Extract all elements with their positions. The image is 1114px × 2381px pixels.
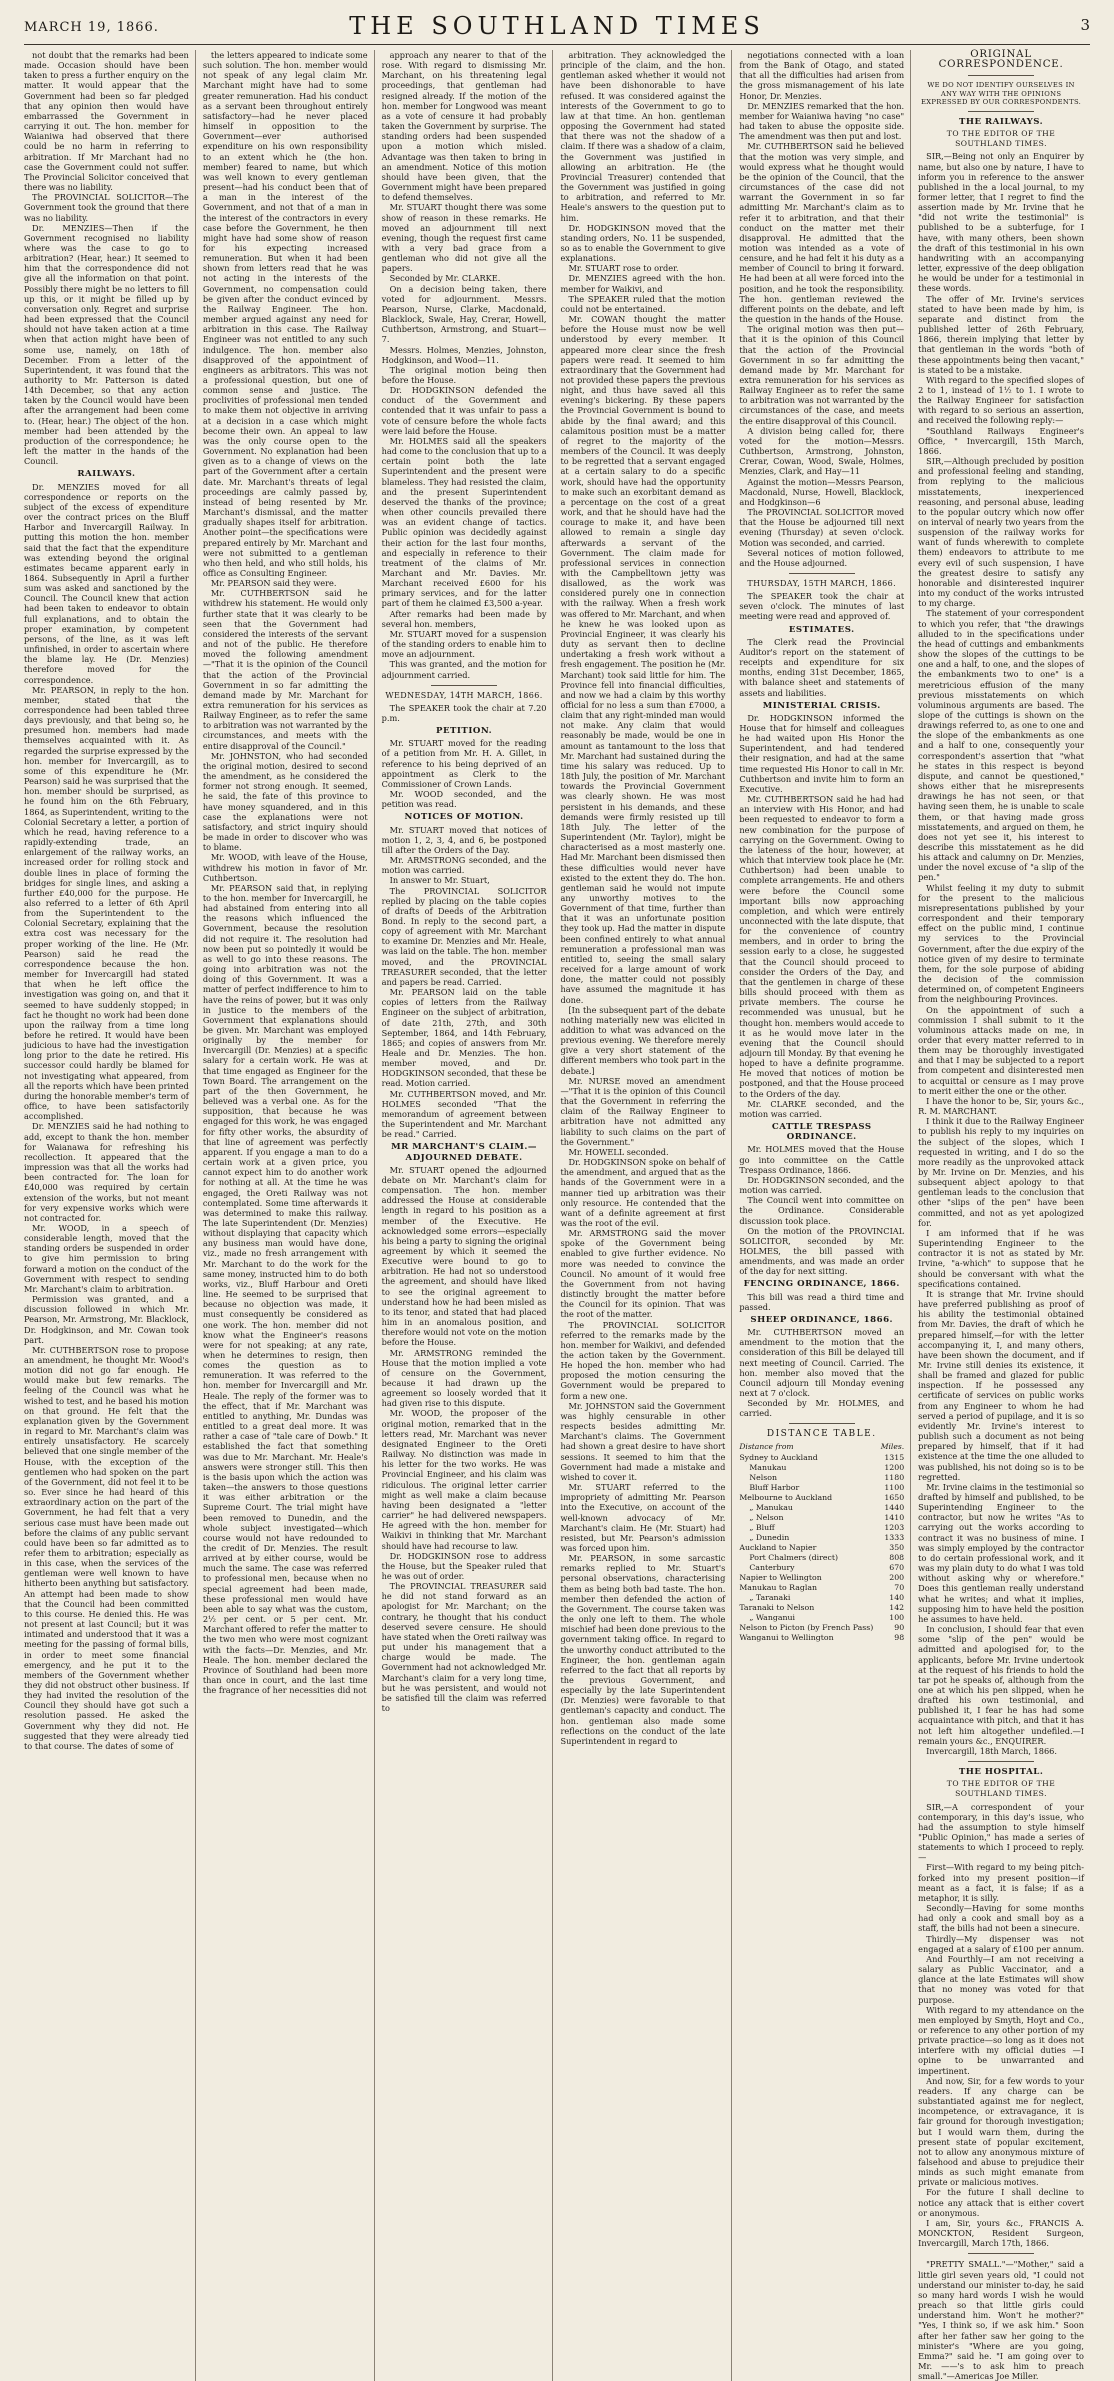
distance-miles: 142 [889, 1602, 905, 1612]
distance-row [739, 1603, 904, 1613]
paragraph: Mr. PEARSON, in reply to the hon. member, stated that the correspondence had been tabled three days previously, and that being so, he presumed hon. members had made themselves acquainted with it. As regarded the surprise expressed by the hon. member for Invercargill, as to some of this expenditure he (Mr. Pearson) said he was surprised that the hon. member should be surprised, as he found him on the 6th February, 1864, as Superintendent, writing to the Colonial Secretary a letter, a portion of which he read, having reference to a rapidly-extending trade, an enlargement of the railway works, an increased order for rolling stock and double lines in place of forming the bridges for single lines, and asking a further £40,000 for the purpose. He also referred to a letter of 6th April from the Superintendent to the Colonial Secretary, explaining that the extra cost was necessary for the proper working of the line. He (Mr. Pearson) said he read the correspondence because the hon. member for Invercargill had stated that when he left office the investigation was going on, and that it seemed to have suddenly stopped; in fact he thought no work had been done upon the railway from a time long before he retired. It would have been judicious to have had the investigation long prior to the date he retired. His successor could hardly be blamed for not investigating what appeared, from all the reports which have been printed during the honorable member's term of office, to have been satisfactorily accomplished. [24, 684, 189, 1122]
paragraph: Dr. HODGKINSON spoke on behalf of the amendment, and argued that as the hands of the Government were in a manner tied up arbitration was their only resource. He contended that the want of a definite agreement at first was the root of the evil. [560, 1157, 726, 1228]
paragraph: Mr. COWAN thought the matter before the House must now be well understood by every member. It appeared more clear since the fresh papers were read. It seemed to him extraordinary that the Government had not provided these papers the previous night, and thus have saved all this evening's bickering. By these papers the Provincial Government is bound to abide by the final award; and this calamitous position must be a matter of regret to the majority of the members of the Council. It was deeply to be regretted that a servant engaged at a certain salary to do a specific work, should have had the opportunity to make such an exorbitant demand as a percentage on the cost of a great work, and that he should have had the courage to make it, and have been allowed to remain a single day afterwards a servant of the Government. The claim made for professional services in connection with the Campbelltown jetty was disallowed, as the work was considered purely one in connection with the railway. When a fresh work was offered to Mr. Marchant, and when he knew he was looked upon as Provincial Engineer, it was clearly his duty as servant then to decline undertaking a fresh work without a fresh engagement. The position he (Mr. Marchant) took said little for him. The Province fell into financial difficulties, and now we had a claim by this worthy official for no less a sum than £7000, a claim that any right-minded man would not make. Any claim that would reasonably be made, would be one in amount as tantamount to the loss that Mr. Marchant had sustained during the time his salary was reduced. Up to 18th July, the position of Mr. Marchant towards the Provincial Government was clearly shown. He was most persistent in his demands, and these demands were firmly resisted up till 18th July. The letter of the Superintendent (Mr. Taylor), might be characterised as a most masterly one. Had Mr. Marchant been dismissed then these difficulties would never have existed to the extent they do. The hon. gentleman said he would not impute any unworthy motives to the Government of that time, further than that it was an unfortunate position they took up. Had the matter in dispute been confined entirely to what annual remuneration a professional man was entitled to, seeing the small salary received for a large amount of work done, the matter could not possibly have assumed the magnitude it has done. [560, 314, 726, 1005]
distance-place: Manukau to Raglan [739, 1582, 818, 1592]
paragraph: Mr. Irvine claims in the testimonial so drafted by himself and published, to be Superintending Engineer to the contractor, but now he writes "As to carrying out the works according to contract it was no business of mine. I was simply employed by the contractor to do certain professional work, and it was my plain duty to do what I was told without asking why or wherefore." Does this gentleman really understand what he writes; and what it implies, supposing him to have held the position he assumes to have held. [918, 1481, 1084, 1624]
paragraph: SIR,—Being not only an Enquirer by name, but also one by nature, I have to inform you in reference to the answer published in the a local journal, to my former letter, that I regret to find the assertion made by Mr. Irvine that he "did not write the testimonial" is published to be a subterfuge, for I have, with many others, been shown the draft of this testimonial in his own handwriting with an accompanying letter, expressive of the deep obligation he would be under for a testimonial in these words. [918, 151, 1084, 294]
paragraph: The PROVINCIAL SOLICITOR—The Government took the ground that there was no liability. [24, 192, 189, 223]
paragraph: the letters appeared to indicate some such solution. The hon. member would not speak of any legal claim Mr. Marchant might have had to some greater remuneration. Had his conduct as a servant been throughout entirely satisfactory—had he never placed himself in opposition to the Government—ever authorised expenditure on his own responsibility to an extent which he (the hon. member) feared to name, but which was well known to every gentleman present—had his conduct been that of a man in the interest of the Government, and not that of a man in the interest of the contractors in every case before the Government, he then might have had some show of reason for his expecting increased remuneration. But when it had been shown from letters read that he was not acting in the interests of the Government, no compensation could be given after the conduct evinced by the Railway Engineer. The hon. member argued against any need for arbitration in this case. The Railway Engineer was not entitled to any such indulgence. The hon. member also disapproved of the appointment of engineers as arbitrators. This was not a professional question, but one of common sense and justice. The proclivities of professional men tended to make them not objective in arriving at a decision in a case which might become their own. An appeal to law was the only course open to the Government. No explanation had been given as to a change of views on the part of the Government after a certain date. Mr. Marchant's threats of legal proceedings are calmly passed by, instead of being resented by Mr. Marchant's dismissal, and the matter gradually shapes itself for arbitration. Another point—the specifications were prepared entirely by Mr. Marchant and were not submitted to a gentleman who then held, and who still holds, his office as Consulting Engineer. [202, 50, 368, 578]
divider [789, 573, 855, 574]
distance-place: Napier to Wellington [739, 1572, 822, 1582]
divider [789, 1423, 855, 1424]
paragraph: Invercargill, 18th March, 1866. [926, 1745, 1057, 1756]
section-heading: NOTICES OF MOTION. [404, 812, 524, 823]
masthead [24, 10, 1090, 45]
miles-header: Miles. [880, 1441, 905, 1451]
paragraph: Mr. STUART moved that notices of motion 1, 2, 3, 4, and 6, be postponed till after the Orders of the Day. [381, 824, 547, 855]
newspaper-columns [24, 49, 1090, 2381]
paragraph: Messrs. Holmes, Menzies, Johnston, Hodgkinson, and Wood—11. [381, 344, 547, 365]
distance-row [739, 1543, 904, 1553]
paragraph: On the motion of the PROVINCIAL SOLICITOR, seconded by Mr. HOLMES, the bill passed with amendments, and was made an order of the day for next sitting. [739, 1225, 905, 1277]
paragraph: And now, Sir, for a few words to your readers. If any charge can be substantiated against me for neglect, incompetence, or extravagance, it is fair ground for thorough investigation; but I would warn them, during the present state of popular excitement, not to allow any anonymous mixture of falsehood and abuse to prejudice their minds as such might emanate from private or malicious motives. [918, 2075, 1084, 2188]
distance-place: Bluff Harbor [749, 1482, 800, 1492]
paragraph: Mr. CUTHBERTSON said he had had an interview with His Honor, and had been requested to endeavor to form a new combination for the purpose of carrying on the Government. Owing to the lateness of the hour, however, at which that interview took place he (Mr. Cuthbertson) had been unable to complete arrangements. He and others were before the Council some important bills now approaching completion, and which were entirely unconnected with the late dispute, that for the convenience of country members, and in order to bring the session early to a close, he suggested that the Council should proceed to consider the Orders of the Day, and that the gentlemen in charge of these bills should proceed with them as private members. The course he recommended was unusual, but he thought hon. members would accede to it as he would move later in the evening that the Council should adjourn till Monday. By that evening he hoped to have a definite programme. He moved that notices of motion be postponed, and that the House proceed to the Orders of the day. [739, 794, 905, 1099]
divider [968, 2253, 1034, 2254]
distance-row [739, 1553, 904, 1563]
paragraph: The original motion was then put—that it is the opinion of this Council that the action of the Provincial Government in so far admitting the demand made by Mr. Marchant for extra remuneration for his services as Railway Engineer as to refer the same to arbitration was not warranted by the circumstances of the case, and meets the entire disapproval of this Council. [739, 324, 905, 426]
paragraph: Mr. HOLMES moved that the House go into committee on the Cattle Trespass Ordinance, 1866. [739, 1144, 905, 1175]
paragraph: Mr. CUTHBERTSON moved, and Mr. HOLMES seconded "That the memorandum of agreement between the Superintendent and Mr. Marchant be read." Carried. [381, 1088, 547, 1140]
paragraph: Dr. MENZIES remarked that the hon. member for Waianiwa having "no case" had taken to abuse the opposite side. The amendment was then put and lost. [739, 100, 905, 142]
paragraph: Mr. ARMSTRONG said the mover spoke of the Government being enabled to give further evidence. No more was needed to convince the Council. No amount of it would free the Government from not having distinctly brought the matter before the Council for its opinion. That was the root of the matter. [560, 1228, 726, 1320]
paragraph: After remarks had been made by several hon. members, [381, 608, 547, 629]
paragraph: The Clerk read the Provincial Auditor's report on the statement of receipts and expenditure for six months, ending 31st December, 1865, with balance sheet and statements of assets and liabilities. [739, 636, 905, 698]
paragraph: Seconded by Mr. HOLMES, and carried. [739, 1398, 905, 1419]
divider [431, 685, 497, 686]
distance-row [739, 1473, 904, 1483]
paragraph: It is strange that Mr. Irvine should have preferred publishing as proof of his ability the testimonial obtained from Mr. Davies, the draft of which he prepared himself,—for with the letter accompanying it, I, and many others, have been shown the document, and if Mr. Irvine still denies its existence, it shall be framed and glazed for public inspection. If he possessed any certificate of services on public works from any Engineer to whom he had served a period of pupilage, and it is so evidently Mr. Irvine's interest to publish such a document as not being prepared by himself, that if it had existence at the time the one alluded to was published, his not doing so is to be regretted. [918, 1288, 1084, 1482]
paragraph: On a decision being taken, there voted for adjournment. Messrs. Pearson, Nurse, Clarke, Macdonald, Blacklock, Swale, Hay, Crerar, Howell, Cuthbertson, Armstrong, and Stuart—7. [381, 283, 547, 345]
newspaper-title: THE SOUTHLAND TIMES [349, 12, 765, 40]
paragraph: Permission was granted, and a discussion followed in which Mr. Pearson, Mr. Armstrong, Mr. Blacklock, Dr. Hodgkinson, and Mr. Cowan took part. [24, 1294, 189, 1345]
distance-row [739, 1463, 904, 1473]
distance-table-header [739, 1442, 904, 1452]
distance-place: „ Nelson [749, 1512, 784, 1522]
paragraph: The Council went into committee on the Ordinance. Considerable discussion took place. [739, 1195, 905, 1226]
paragraph: Mr. STUART opened the adjourned debate on Mr. Marchant's claim for compensation. The hon. member addressed the House at considerable length in regard to his position as a member of the Executive. He acknowledged some errors—especially his being a party to signing the original agreement by which it seemed the Executive were bound to go to arbitration. He had not so understood the agreement, and should have liked to see the original agreement to understand how he had been misled as to its tenor, and stated that had placed him in an anomalous position, and therefore would not vote on the motion before the House. [381, 1164, 547, 1348]
section-heading: THE RAILWAYS. [958, 116, 1044, 127]
distance-miles: 1315 [884, 1452, 905, 1462]
distance-place: Nelson [749, 1472, 777, 1482]
distance-row [739, 1613, 904, 1623]
column-1 [24, 50, 196, 2381]
paragraph: approach any nearer to that of the rose. With regard to dismissing Mr. Marchant, on his threatening legal proceedings, that gentleman had resigned already. If the motion of the hon. member for Longwood was meant as a vote of censure it had probably taken the Government by surprise. The standing orders had been suspended upon a motion which misled. Advantage was then taken to bring in an amendment. Notice of this motion should have been given, that the Government might have been prepared to defend themselves. [381, 50, 547, 203]
distance-row [739, 1593, 904, 1603]
column-2 [203, 50, 375, 2381]
paragraph: Several notices of motion followed, and the House adjourned. [739, 547, 905, 568]
distance-row [739, 1523, 904, 1533]
distance-place: Taranaki to Nelson [739, 1602, 815, 1612]
distance-miles: 1333 [884, 1532, 905, 1542]
column-6 [918, 50, 1090, 2381]
distance-row [739, 1623, 904, 1633]
column-4 [560, 50, 732, 2381]
distance-miles: 808 [889, 1552, 905, 1562]
paragraph: I am, Sir, yours &c., FRANCIS A. MONCKTON, Resident Surgeon, Invercargill, March 17th, 1866. [918, 2217, 1084, 2249]
section-heading: CATTLE TRESPASS ORDINANCE. [771, 1122, 872, 1143]
paragraph: Thirdly—My dispenser was not engaged at a salary of £100 per annum. [918, 1933, 1084, 1954]
paragraph: I think it due to the Railway Engineer to publish his reply to my inquiries on the subject of the slopes, which I requested in writing, and I do so the more readily as the unprovoked attack by Mr. Irvine on Dr. Menzies, and his subsequent abject apology to that gentleman leads to the conclusion that other "slips of the pen" have been committed, and not as yet apologized for. [918, 1116, 1084, 1228]
distance-place: „ Wanganui [749, 1612, 796, 1622]
distance-miles: 200 [889, 1572, 905, 1582]
paragraph: With regard to the specified slopes of 2 to 1, instead of 1½ to 1. I wrote to the Railway Engineer for satisfaction with regard to so serious an assertion, and received the following reply:— [918, 374, 1084, 426]
paragraph: The PROVINCIAL SOLICITOR replied by placing on the table copies of drafts of Deeds of the Arbitration Bond. In reply to the second part, a copy of agreement with Mr. Marchant to examine Dr. Menzies and Mr. Heale, was laid on the table. The hon. member moved, and the PROVINCIAL TREASURER seconded, that the letter and papers be read. Carried. [381, 885, 547, 987]
paragraph: Dr. HODGKINSON informed the House that for himself and colleagues he had waited upon His Honor the Superintendent, and had tendered their resignation, and had at the same time requested His Honor to call in Mr. Cuthbertson and invite him to form an Executive. [739, 712, 905, 794]
correspondence-title: ORIGINAL CORRESPONDENCE. [938, 49, 1064, 71]
paragraph: negotiations connected with a loan from the Bank of Otago, and stated that all the difficulties had arisen from the gross mismanagement of his late Honor, Dr. Menzies. [739, 50, 905, 101]
paragraph: Mr. HOWELL seconded. [568, 1146, 669, 1157]
section-heading: MR MARCHANT'S CLAIM.—ADJOURNED DEBATE. [391, 1142, 537, 1163]
distance-miles: 1440 [884, 1502, 905, 1512]
paragraph: Mr. WOOD, the proposer of the original motion, remarked that in the letters read, Mr. Marchant was never designated Engineer to the Oreti Railway. No distinction was made in his letter for the two works. He was Provincial Engineer, and his claim was ridiculous. The original letter carrier might as well make a claim because having been designated a "letter carrier" he had delivered newspapers. He agreed with the hon. member for Waikivi in thinking that Mr. Marchant should have had recourse to law. [381, 1408, 547, 1551]
section-heading: THE HOSPITAL. [958, 1767, 1044, 1778]
distance-row [739, 1483, 904, 1493]
paragraph: The statement of your correspondent to which you refer, that "the drawings alluded to in the specifications under the head of cuttings and embankments show the slopes of the cuttings to be one and a half, to one, and the slopes of the embankments two to one" is a meretricious effusion of the many previous misstatements on which voluminous arguments are based. The slope of the cuttings is shown on the drawings referred to, as one to one and the slope of the embankments as one and a half to one, consequently your correspondent's assertion that "what he states in this respect is beyond dispute, and cannot be questioned," shows either that he misrepresents drawings he has not seen, or that having seen them, he is unable to scale them, or that having made gross misstatements, and argued on them, he does not yet see it, his interest to describe this misstatement as he did his attack and calumny on Dr. Menzies, under the novel excuse of "a slip of the pen." [918, 608, 1084, 883]
distance-place: Melbourne to Auckland [739, 1492, 833, 1502]
paragraph: Mr. JOHNSTON, who had seconded the original motion, desired to second the amendment, as he considered the former not strong enough. It seemed, he said, the fate of this province to have money squandered, and in this case the explanations were not satisfactory, and strict inquiry should be made in order to discover who was to blame. [202, 750, 368, 853]
distance-miles: 70 [894, 1582, 905, 1592]
distance-miles: 1203 [884, 1522, 905, 1532]
paragraph: First—With regard to my being pitch-forked into my present position—if meant as a fact, it is false; if as a metaphor, it is silly. [918, 1862, 1084, 1903]
section-heading: SHEEP ORDINANCE, 1866. [750, 1314, 894, 1325]
paragraph: "PRETTY SMALL."—"Mother," said a little girl seven years old, "I could not understand our minister to-day, he said so many hard words I wish he would preach so that little girls could understand him. Won't he mother?" "Yes, I think so, if we ask him." Soon after her father saw her going to the minister's "Where are you going, Emma?" said he. "I am going over to Mr. ——'s to ask him to preach small."—Americas Joe Miller. [918, 2259, 1084, 2381]
divider [968, 75, 1034, 76]
paragraph: A division being called for, there voted for the motion—Messrs. Cuthbertson, Armstrong, Johnston, Crerar, Cowan, Wood, Swale, Holmes, Menzies, Clark, and Hay—11 [739, 425, 905, 477]
column-3 [382, 50, 554, 2381]
paragraph: On the appointment of such a commission I shall submit to it the voluminous attacks made on me, in order that every matter referred to in them may be thoroughly investigated and that I may be subjected to a report from competent and disinterested men to acquittal or censure as I may prove to merit either the one or the other. [918, 1004, 1084, 1096]
section-heading: PETITION. [436, 726, 493, 737]
paragraph: Mr. NURSE moved an amendment—"That it is the opinion of this Council that the Government in referring the claim of the Railway Engineer to arbitration have not admitted any liability to such claims on the part of the Government." [560, 1075, 726, 1147]
paragraph: Mr. HOLMES said all the speakers had come to the conclusion that up to a certain point both the late Superintendent and the present were blameless. They had resisted the claim, and the present Superintendent deserved the thanks of the province; when other councils prevailed there was an evident change of tactics. Public opinion was decidedly against their action for the last four months, and especially in reference to their treatment of the claims of Mr. Marchant and Mr. Davies. Mr. Marchant received £600 for his primary services, and for the latter part of them he claimed £3,500 a-year. [381, 435, 547, 609]
paragraph: Dr. HODGKINSON moved that the standing orders, No. 11 be suspended, so as to enable the Government to give explanations. [560, 222, 726, 264]
sitting-date: WEDNESDAY, 14TH MARCH, 1866. [385, 690, 543, 700]
paragraph: The PROVINCIAL TREASURER said he did not stand forward as an apologist for Mr. Marchant; on the contrary, he thought that his conduct deserved severe censure. He should have stated when the Oreti railway was put under his management that a charge would be made. The Government had not acknowledged Mr. Marchant's claim for a very long time, but he was persistent, and would not be satisfied till the claim was referred to [381, 1581, 547, 1713]
distance-table-title: DISTANCE TABLE. [766, 1429, 877, 1440]
distance-place: „ Bluff [749, 1522, 775, 1532]
paragraph: The SPEAKER took the chair at 7.20 p.m. [381, 702, 547, 723]
paragraph: SIR,—A correspondent of your contemporary, in this day's issue, who had the assumption to style himself "Public Opinion," has made a series of statements to which I proceed to reply.— [918, 1801, 1084, 1863]
paragraph: This was granted, and the motion for adjournment carried. [381, 659, 547, 680]
distance-miles: 1180 [884, 1472, 905, 1482]
distance-miles: 1410 [884, 1512, 905, 1522]
sitting-date: THURSDAY, 15TH MARCH, 1866. [747, 578, 897, 588]
paragraph: Dr. MENZIES moved for all correspondence or reports on the subject of the excess of expenditure over the contract prices on the Bluff Harbor and Invercargill Railway. In putting this motion the hon. member said that the fact that the expenditure was extending beyond the original estimates became apparent early in 1864. Subsequently in April a further sum was asked and sanctioned by the Council. The Council knew that action had been taken to endeavor to obtain full explanations, and to obtain the proper examination, by competent persons, of the line, as it was left unfinished, in order to ascertain where the blame lay. He (Dr. Menzies) therefore moved for the correspondence. [24, 481, 189, 685]
distance-row [739, 1493, 904, 1503]
paragraph: This bill was read a third time and passed. [739, 1291, 905, 1312]
paragraph: Mr. PEARSON, in some sarcastic remarks replied to Mr. Stuart's personal observations, characterising them as being both bad taste. The hon. member then defended the action of the Government. The course taken was the only one left to them. The whole mischief had been done previous to the government taking office. In regard to the unworthy conduct attributed to the Engineer, the hon. gentleman again referred to the fact that all reports by the previous Government, and especially by the late Superintendent (Dr. Menzies) were favorable to that gentleman's capacity and conduct. The hon. gentleman also made some reflections on the conduct of the late Superintendent in regard to [560, 1553, 726, 1746]
paragraph: Dr. HODGKINSON defended the conduct of the Government and contended that it was unfair to pass a vote of censure before the whole facts were laid before the House. [381, 385, 547, 436]
distance-place: Manukau [749, 1462, 787, 1472]
paragraph: Mr. WOOD, with leave of the House, withdrew his motion in favor of Mr. Cuthbertson. [202, 852, 368, 883]
paragraph: For the future I shall decline to notice any attack that is either covert or anonymous. [918, 2187, 1084, 2218]
divider [968, 111, 1034, 112]
paragraph: The original motion being then before the House. [381, 364, 547, 385]
paragraph: Mr. JOHNSTON said the Government was highly censurable in other respects besides admitting Mr. Marchant's claims. The Government had shown a great desire to have short sessions. It seemed to him that the Government had made a mistake and wished to cover it. [560, 1400, 726, 1482]
paragraph: Mr. STUART moved for a suspension of the standing orders to enable him to move an adjournment. [381, 628, 547, 660]
paragraph: Mr. ARMSTRONG reminded the House that the motion implied a vote of censure on the Government, because it had drawn up the agreement so loosely worded that it had given rise to this dispute. [381, 1347, 547, 1409]
column-5 [739, 50, 911, 2381]
distance-place: „ Taranaki [749, 1592, 791, 1602]
paragraph: Seconded by Mr. CLARKE. [389, 273, 501, 284]
distance-row [739, 1573, 904, 1583]
paragraph: Secondly—Having for some months had only a cook and small boy as a staff, the bills had not been a sinecure. [918, 1903, 1084, 1934]
paragraph: Mr. STUART rose to order. [568, 263, 679, 274]
paragraph: I am informed that if he was Superintending Engineer to the contractor it is not as stated by Mr. Irvine, "a-which" to suppose that he should be conversant with what the specifications contained. [918, 1227, 1084, 1289]
paragraph: Mr. CLARKE seconded, and the motion was carried. [739, 1098, 905, 1119]
paragraph: arbitration. They acknowledged the principle of the claim, and the hon. gentleman asked whether it would not have been dishonorable to have refused. It was considered against the interests of the Government to go to law at that time. An hon. gentleman opposing the Government had stated that there was not the shadow of a claim. If there was a shadow of a claim, the Government was justified in allowing an arbitration. He (the Provincial Treasurer) contended that the Government was justified in going to arbitration, and referred to Mr. Heale's answers to the question put to him. [560, 50, 726, 223]
distance-row [739, 1453, 904, 1463]
paragraph: [In the subsequent part of the debate nothing materially new was elicited in addition to what was advanced on the previous evening. We therefore merely give a very short statement of the different members who took part in the debate.] [560, 1004, 726, 1076]
paragraph: Dr. MENZIES—Then if the Government recognised no liability where was the case to go to arbitration? (Hear, hear.) It seemed to him that the correspondence did not give all the information on that point. Possibly there might be no letters to fill up this, or it might be filled up by conversation only. Regret and surprise had been expressed that the Council should not have taken action at a time when that action might have been of some use, namely, on 18th of December. From a letter of the Superintendent, it was found that the authority to Mr. Patterson is dated 14th December, so that any action taken by the Council would have been after the arrangement had been come to. (Hear, hear.) The object of the hon. member had been attended by the production of the correspondence; he left the matter in the hands of the Council. [24, 222, 189, 467]
paragraph: "Southland Railways Engineer's Office, " Invercargill, 15th March, 1866. [918, 425, 1084, 456]
paragraph: With regard to my attendance on the men employed by Smyth, Hoyt and Co., or reference to any other portion of my private practice—so long as it does not interfere with my official duties —I opine to be unwarranted and impertinent. [918, 2004, 1084, 2076]
paragraph: Mr. STUART referred to the impropriety of admitting Mr. Pearson into the Executive, on account of the well-known advocacy of Mr. Marchant's claim. He (Mr. Stuart) had resisted, but Mr. Pearson's admission was forced upon him. [560, 1482, 726, 1553]
distance-miles: 670 [889, 1562, 905, 1572]
distance-row [739, 1533, 904, 1543]
paragraph: Mr. PEARSON laid on the table copies of letters from the Railway Engineer on the subject of arbitration, of date 21th, 27th, and 30th September, 1864, and 14th February, 1865; and copies of answers from Mr. Heale and Dr. Menzies. The hon. member moved, and Dr. HODGKINSON seconded, that these be read. Motion carried. [381, 987, 547, 1089]
paragraph: I have the honor to be, Sir, yours &c., R. M. MARCHANT. [918, 1095, 1084, 1117]
paragraph: In conclusion, I should fear that even some "slip of the pen" would be admitted and apologised for, to the applicants, before Mr. Irvine undertook at the request of his friends to hold the tar pot he speaks of, although from the one at which his pen slipped, when he drafted his own testimonial, and published it, I fear he has had some acquaintance with pitch, and that it has not left him altogether undefiled.—I remain yours &c., ENQUIRER. [918, 1624, 1084, 1746]
paragraph: Mr. WOOD seconded, and the petition was read. [381, 789, 547, 810]
paragraph: Mr. PEARSON said they were. [210, 578, 337, 589]
paragraph: The SPEAKER ruled that the motion could not be entertained. [560, 293, 726, 314]
distance-row [739, 1513, 904, 1523]
distance-miles: 1200 [884, 1462, 905, 1472]
paragraph: SIR,—Although precluded by position and professional feeling and standing, from replying to the malicious misstatements, inexperienced reasoning, and personal abuse, leading to the popular outcry which now offer on interval of nearly two years from the suspension of the railway works for want of funds wherewith to complete them) endeavors to attribute to me every evil of such suspension, I have the greatest desire to satisfy any honorable and disinterested inquirer into my conduct of the works intrusted to my charge. [918, 456, 1084, 609]
paragraph: Mr. CUTHBERTSON rose to propose an amendment, he thought Mr. Wood's motion did not go far enough. He would make but few remarks. The feeling of the Council was what he wished to test, and he based his motion on that ground. He felt that the explanation given by the Government in regard to Mr. Marchant's claim was entirely unsatisfactory. He scarcely believed that one single member of the House, with the exception of the gentlemen who had spoken on the part of the Government, did not feel it to be so. Ever since he had heard of this extraordinary action on the part of the Government, he had felt that a very serious case must have been made out before the claims of any public servant could have been so far admitted as to refer them to arbitration; especially as in this case, when the services of the gentleman were well known to have hitherto been anything but satisfactory. An attempt had been made to show that the Council had been committed to this course. He denied this. He was not present at last Council; but it was intimated and understood that it was a meeting for the passing of formal bills, in order to meet some financial emergency, and he put it to the members of the Government whether they did not obstruct other business. If they had invited the resolution of the Council they should have got such a resolution passed. He asked the Government why they did not. He suggested that they were already tied to that course. The dates of some of [24, 1344, 189, 1751]
paragraph: Dr. MENZIES agreed with the hon. member for Waikivi, and [560, 273, 726, 294]
distance-from-header: Distance from [739, 1441, 794, 1451]
paragraph: not doubt that the remarks had been made. Occasion should have been taken to press a further enquiry on the matter. It would appear that the Government had been so far pledged that any opinion then would have embarrassed the Government in carrying it out. The hon. member for Waianiwa had observed that there could be no harm in referring to arbitration. If Mr Marchant had no case the Government could not suffer. The Provincial Solicitor conceived that there was no liability. [24, 50, 189, 193]
paragraph: Mr. WOOD, in a speech of considerable length, moved that the standing orders be suspended in order to give him permission to bring forward a motion on the conduct of the Government with respect to sending Mr. Marchant's claim to arbitration. [24, 1222, 189, 1294]
paragraph: Dr. MENZIES said he had nothing to add, except to thank the hon. member for Waianawa for refreshing his recollection. It appeared that the impression was that all the works had been contracted for. The loan for £40,000 was required by certain extension of the works, but not meant for very expensive works which were not contracted for. [24, 1121, 189, 1223]
paragraph: The SPEAKER took the chair at seven o'clock. The minutes of last meeting were read and approved of. [739, 591, 905, 622]
distance-place: Canterbury [749, 1562, 795, 1572]
paragraph: Mr. CUTHBERTSON said he believed that the motion was very simple, and would express what he thought would be the opinion of the Council, that the circumstances of the case did not warrant the Government in so far admitting Mr. Marchant's claim as to refer it to arbitration, and that their conduct on the matter met their disapproval. He admitted that the motion was intended as a vote of censure, and he had felt it his duty as a member of Council to bring it forward. He had been at all were forced into the position, and he took the responsibility. The hon. gentleman reviewed the different points on the debate, and left the question in the hands of the House. [739, 141, 905, 325]
distance-place: „ Dunedin [749, 1532, 790, 1542]
paragraph: The PROVINCIAL SOLICITOR moved that the House be adjourned till next evening (Thursday) at seven o'clock. Motion was seconded, and carried. [739, 507, 905, 548]
divider [968, 1761, 1034, 1762]
paragraph: Mr. STUART moved for the reading of a petition from Mr. H. A. Gillet, in reference to his being deprived of an appointment as Clerk to the Commissioner of Crown Lands. [381, 738, 547, 789]
distance-miles: 100 [889, 1612, 905, 1622]
paragraph: Mr. CUTHBERTSON said he withdrew his statement. He would only further state that it was clearly to be seen that the Government had considered the interests of the servant and not of the public. He therefore moved the following amendment—"That it is the opinion of the Council that the action of the Provincial Government in so far admitting the demand made by Mr. Marchant for extra remuneration for his services as Railway Engineer, as to refer the same to arbitration was not warranted by the circumstances, and meets with the entire disapproval of the Council." [202, 588, 368, 751]
paragraph: In answer to Mr. Stuart, [389, 875, 490, 886]
distance-place: „ Manukau [749, 1502, 793, 1512]
distance-row [739, 1583, 904, 1593]
section-heading: FENCING ORDINANCE, 1866. [743, 1279, 900, 1290]
issue-date: MARCH 19, 1866. [24, 20, 159, 35]
distance-row [739, 1563, 904, 1573]
paragraph: The offer of Mr. Irvine's services stated to have been made by him, is separate and distinct from the published letter of 26th February, 1866, therein implying that letter by that gentleman in the words "both of these appointments being then vacant," is stated to be a mistake. [918, 293, 1084, 375]
section-heading: RAILWAYS. [77, 469, 136, 480]
paragraph: Mr. PEARSON said that, in replying to the hon. member for Invercargill, he had abstained from entering into all the reasons which influenced the Government, because the resolution did not require it. The resolution had now been put so pointedly it would be as well to go into these reasons. The going into arbitration was not the doing of this Government. It was a matter of perfect indifference to him to have the reins of power, but it was only in justice to the members of the Government that explanations should be given. Mr. Marchant was employed originally by the member for Invercargill (Dr. Menzies) at a specific salary for a certain work. He was at that time engaged as Engineer for the Town Board. The arrangement on the part of the then Government, he believed was a verbal one. As for the supposition, that because he was engaged for this work, he was engaged for fifty other works, the absurdity of that line of agreement was perfectly apparent. If you engage a man to do a certain work at a given price, you cannot expect him to do another work for nothing at all. At the time he was engaged, the Oreti Railway was not contemplated. Some time afterwards it was determined to make this railway. The late Superintendent (Dr. Menzies) without displaying that capacity which any business man would have done, viz., made no fresh arrangement with Mr. Marchant to do the work for the same money, instructed him to do both works, viz., Bluff Harbour and Oreti line. He seemed to be surprised that because no objection was made, it must consequently be considered as one work. The hon. member did not know what the Engineer's reasons were for not speaking; at any rate, when he determines to resign, then comes the question as to remuneration. It was referred to the hon. member for Invercargill and Mr. Heale. The reply of the former was to the effect, that if Mr. Marchant was entitled to anything, Mr. Dundas was entitled to a great deal more. It was rather a case of "tale care of Dowb." It established the fact that something was due to Mr. Marchant. Mr. Heale's answers were stronger still. This then is the basis upon which the action was taken—the answers to those questions it was either arbitration or the Supreme Court. The trial might have been removed to Dunedin, and the whole subject investigated—which course would not have redounded to the credit of Dr. Menzies. The result arrived at by either course, would be much the same. The case was referred to professional men, because when no special agreement had been made, these professional men would have been able to say what was the custom, 2½ per cent. or 5 per cent. Mr. Marchant offered to refer the matter to the two men who were most cognizant with the facts—Dr. Menzies, and Mr. Heale. The hon. member declared the Province of Southland had been more than once in court, and the last time the fragrance of her necessities did not [202, 882, 368, 1696]
distance-miles: 1650 [884, 1492, 905, 1502]
paragraph: Against the motion—Messrs Pearson, Macdonald, Nurse, Howell, Blacklock, and Hodgkinson—6 [739, 476, 905, 507]
distance-miles: 98 [894, 1632, 905, 1642]
distance-row [739, 1633, 904, 1643]
paragraph: Mr. ARMSTRONG seconded, and the motion was carried. [381, 855, 547, 876]
paragraph: Dr. HODGKINSON seconded, and the motion was carried. [739, 1174, 905, 1196]
paragraph: Mr. STUART thought there was some show of reason in these remarks. He moved an adjournment till next evening, though the request first came with a very bad grace from a gentleman who did not give all the papers. [381, 202, 547, 274]
section-heading: MINISTERIAL CRISIS. [762, 700, 881, 711]
distance-place: Nelson to Picton (by French Pass) [739, 1622, 874, 1632]
distance-miles: 350 [889, 1542, 905, 1552]
distance-row [739, 1503, 904, 1513]
paragraph: Whilst feeling it my duty to submit for the present to the malicious misrepresentations published by your correspondent and their temporary effect on the public mind, I continue my services to the Provincial Government, after the due expiry of the notice given of my desire to terminate them, for the sole purpose of abiding the decision of the commission determined on, of competent Engineers from the neighbouring Provinces. [918, 882, 1084, 1005]
distance-place: Port Chalmers (direct) [749, 1552, 839, 1562]
section-heading: ESTIMATES. [788, 624, 855, 635]
distance-miles: 1100 [884, 1482, 905, 1492]
paragraph: The PROVINCIAL SOLICITOR referred to the remarks made by the hon. member for Waikivi, and defended the action taken by the Government. He hoped the hon. member who had proposed the motion censuring the Government would be prepared to form a new one. [560, 1319, 726, 1401]
paragraph: And Fourthly—I am not receiving a salary as Public Vaccinator, and a glance at the late Estimates will show that no money was voted for that purpose. [918, 1953, 1084, 2005]
distance-place: Auckland to Napier [739, 1542, 817, 1552]
distance-table [739, 1453, 904, 1643]
paragraph: Mr. CUTHBERTSON moved an amendment to the motion that the consideration of this Bill be delayed till next meeting of Council. Carried. The hon. member also moved that the Council adjourn till Monday evening next at 7 o'clock. [739, 1327, 905, 1398]
distance-place: Sydney to Auckland [739, 1452, 818, 1462]
distance-miles: 90 [894, 1622, 905, 1632]
correspondence-disclaimer: WE DO NOT IDENTIFY OURSELVES IN ANY WAY WITH THE OPINIONS EXPRESSED BY OUR CORRESPONDENTS. [921, 81, 1082, 106]
distance-place: Wanganui to Wellington [739, 1632, 834, 1642]
letter-address: TO THE EDITOR OF THE SOUTHLAND TIMES. [946, 1779, 1056, 1799]
distance-miles: 140 [889, 1592, 905, 1602]
letter-address: TO THE EDITOR OF THE SOUTHLAND TIMES. [946, 129, 1056, 149]
page-number: 3 [1080, 16, 1090, 34]
paragraph: Dr. HODGKINSON rose to address the House, but the Speaker ruled that he was out of order. [381, 1550, 547, 1581]
